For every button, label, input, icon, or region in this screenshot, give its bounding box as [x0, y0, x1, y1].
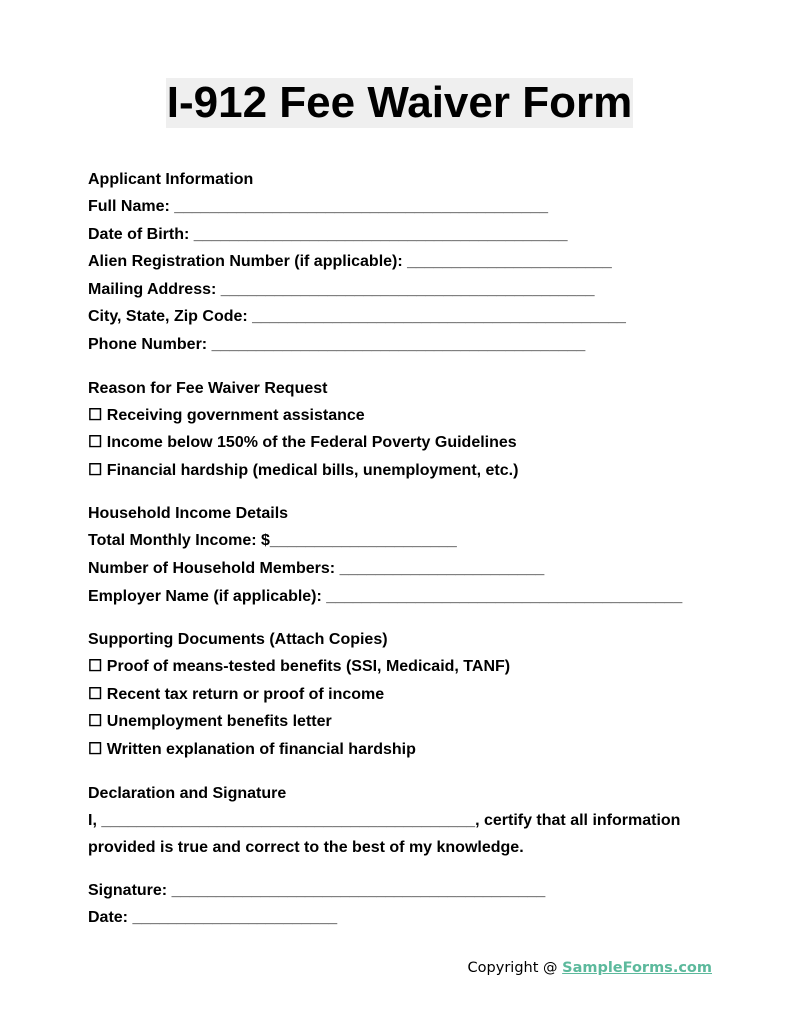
applicant-section	[88, 166, 713, 359]
mailing-address-field[interactable]: Mailing Address: __________________________________________	[88, 280, 595, 298]
brand-link[interactable]: SampleForms.com	[562, 960, 712, 976]
signature-field[interactable]: Signature: __________________________________________	[88, 881, 546, 899]
checkbox-means-tested-benefits[interactable]: ☐ Proof of means-tested benefits (SSI, Medicaid, TANF)	[88, 658, 511, 676]
signature-section	[88, 877, 713, 932]
page-title: I-912 Fee Waiver Form	[166, 78, 633, 127]
household-members-field[interactable]: Number of Household Members: _______________________	[88, 559, 545, 577]
checkbox-income-below-150[interactable]: ☐ Income below 150% of the Federal Poverty Guidelines	[88, 434, 517, 452]
phone-number-field[interactable]: Phone Number: __________________________________________	[88, 335, 586, 353]
copyright-text: Copyright @	[467, 960, 563, 976]
declaration-statement[interactable]: I, __________________________________________, certify that all information provided is true and correct to the best of my knowledge.	[88, 811, 681, 856]
checkbox-financial-hardship[interactable]: ☐ Financial hardship (medical bills, unemployment, etc.)	[88, 461, 519, 479]
employer-name-field[interactable]: Employer Name (if applicable): ________________________________________	[88, 587, 683, 605]
reason-section	[88, 375, 713, 485]
monthly-income-field[interactable]: Total Monthly Income: $_____________________	[88, 532, 457, 550]
section-heading: Reason for Fee Waiver Request	[88, 379, 328, 397]
date-of-birth-field[interactable]: Date of Birth: __________________________________________	[88, 225, 568, 243]
checkbox-unemployment-letter[interactable]: ☐ Unemployment benefits letter	[88, 713, 332, 731]
section-heading: Household Income Details	[88, 505, 289, 523]
city-state-zip-field[interactable]: City, State, Zip Code: __________________________________________	[88, 308, 626, 326]
date-field[interactable]: Date: _______________________	[88, 909, 338, 927]
section-heading: Declaration and Signature	[88, 784, 287, 802]
declaration-section	[88, 780, 713, 861]
alien-registration-field[interactable]: Alien Registration Number (if applicable): _______________________	[88, 253, 612, 271]
section-heading: Applicant Information	[88, 171, 254, 188]
checkbox-government-assistance[interactable]: ☐ Receiving government assistance	[88, 406, 365, 424]
household-section	[88, 500, 713, 610]
section-heading: Supporting Documents (Attach Copies)	[88, 631, 388, 649]
title-wrap	[0, 78, 799, 128]
form-content	[88, 166, 713, 948]
documents-section	[88, 626, 713, 763]
checkbox-written-explanation[interactable]: ☐ Written explanation of financial hardship	[88, 740, 416, 758]
full-name-field[interactable]: Full Name: __________________________________________	[88, 198, 548, 215]
footer-copyright	[468, 958, 712, 978]
checkbox-tax-return[interactable]: ☐ Recent tax return or proof of income	[88, 685, 385, 703]
